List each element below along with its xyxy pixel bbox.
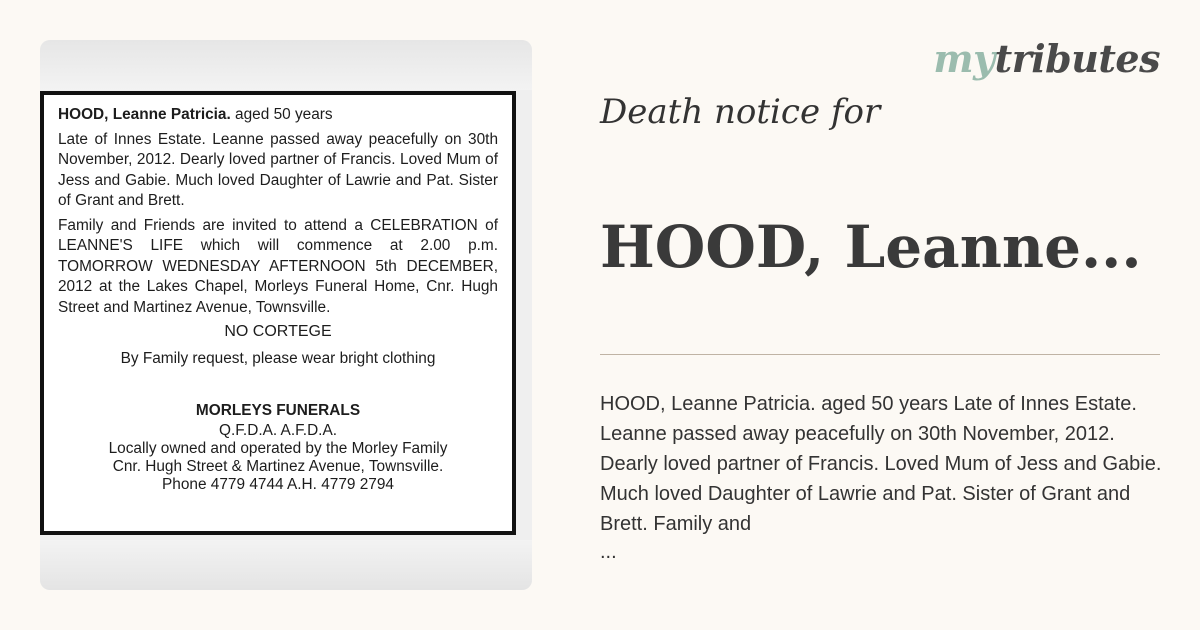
card-top-shade	[40, 40, 532, 90]
funeral-home-phone: Phone 4779 4744 A.H. 4779 2794	[162, 475, 394, 493]
card-bottom-shade	[40, 540, 532, 590]
logo-part-tributes: tributes	[994, 36, 1160, 81]
notice-paragraph-2: Family and Friends are invited to attend a CELEBRATION of LEANNE'S LIFE which will commence at 2.00 p.m. TOMORROW WEDNESDAY AFTERNOON 5th DECEMBER, 2012 at the Lakes Chapel, Morleys Funeral Home, Cnr. Hugh Street and Martinez Avenue, Townsville.	[58, 216, 498, 316]
notice-excerpt: HOOD, Leanne Patricia. aged 50 years Late of Innes Estate. Leanne passed away peacefully on 30th November, 2012. Dearly loved partner of Francis. Loved Mum of Jess and Gabie. Much loved Daughter of Lawrie and Pat. Sister of Grant and Brett. Family and	[600, 393, 1162, 535]
notice-request: By Family request, please wear bright clothing	[120, 349, 436, 367]
logo-part-my: my	[933, 36, 995, 81]
divider	[600, 354, 1160, 355]
notice-paragraph-1: Late of Innes Estate. Leanne passed away peacefully on 30th November, 2012. Dearly loved partner of Francis. Loved Mum of Jess and Gabie. Much loved Daughter of Lawrie and Pat. Sister of Grant and Brett.	[58, 130, 498, 209]
notice-name: HOOD, Leanne Patricia.	[58, 106, 231, 123]
mytributes-logo[interactable]	[933, 36, 1160, 81]
newspaper-notice	[40, 91, 516, 535]
page-title: HOOD, Leanne...	[600, 213, 1142, 281]
funeral-home-name: MORLEYS FUNERALS	[195, 402, 361, 419]
funeral-home-quals: Q.F.D.A. A.F.D.A.	[218, 421, 338, 439]
page-subtitle: Death notice for	[600, 92, 881, 132]
notice-heading	[58, 105, 498, 126]
notice-no-cortege: NO CORTEGE	[224, 323, 332, 340]
funeral-home-line-2: Cnr. Hugh Street & Martinez Avenue, Townsville.	[112, 457, 444, 475]
notice-age: aged 50 years	[230, 106, 333, 123]
notice-image-card	[40, 40, 532, 590]
funeral-home-line-1: Locally owned and operated by the Morley Family	[108, 439, 448, 457]
excerpt-ellipsis: ...	[600, 541, 617, 563]
